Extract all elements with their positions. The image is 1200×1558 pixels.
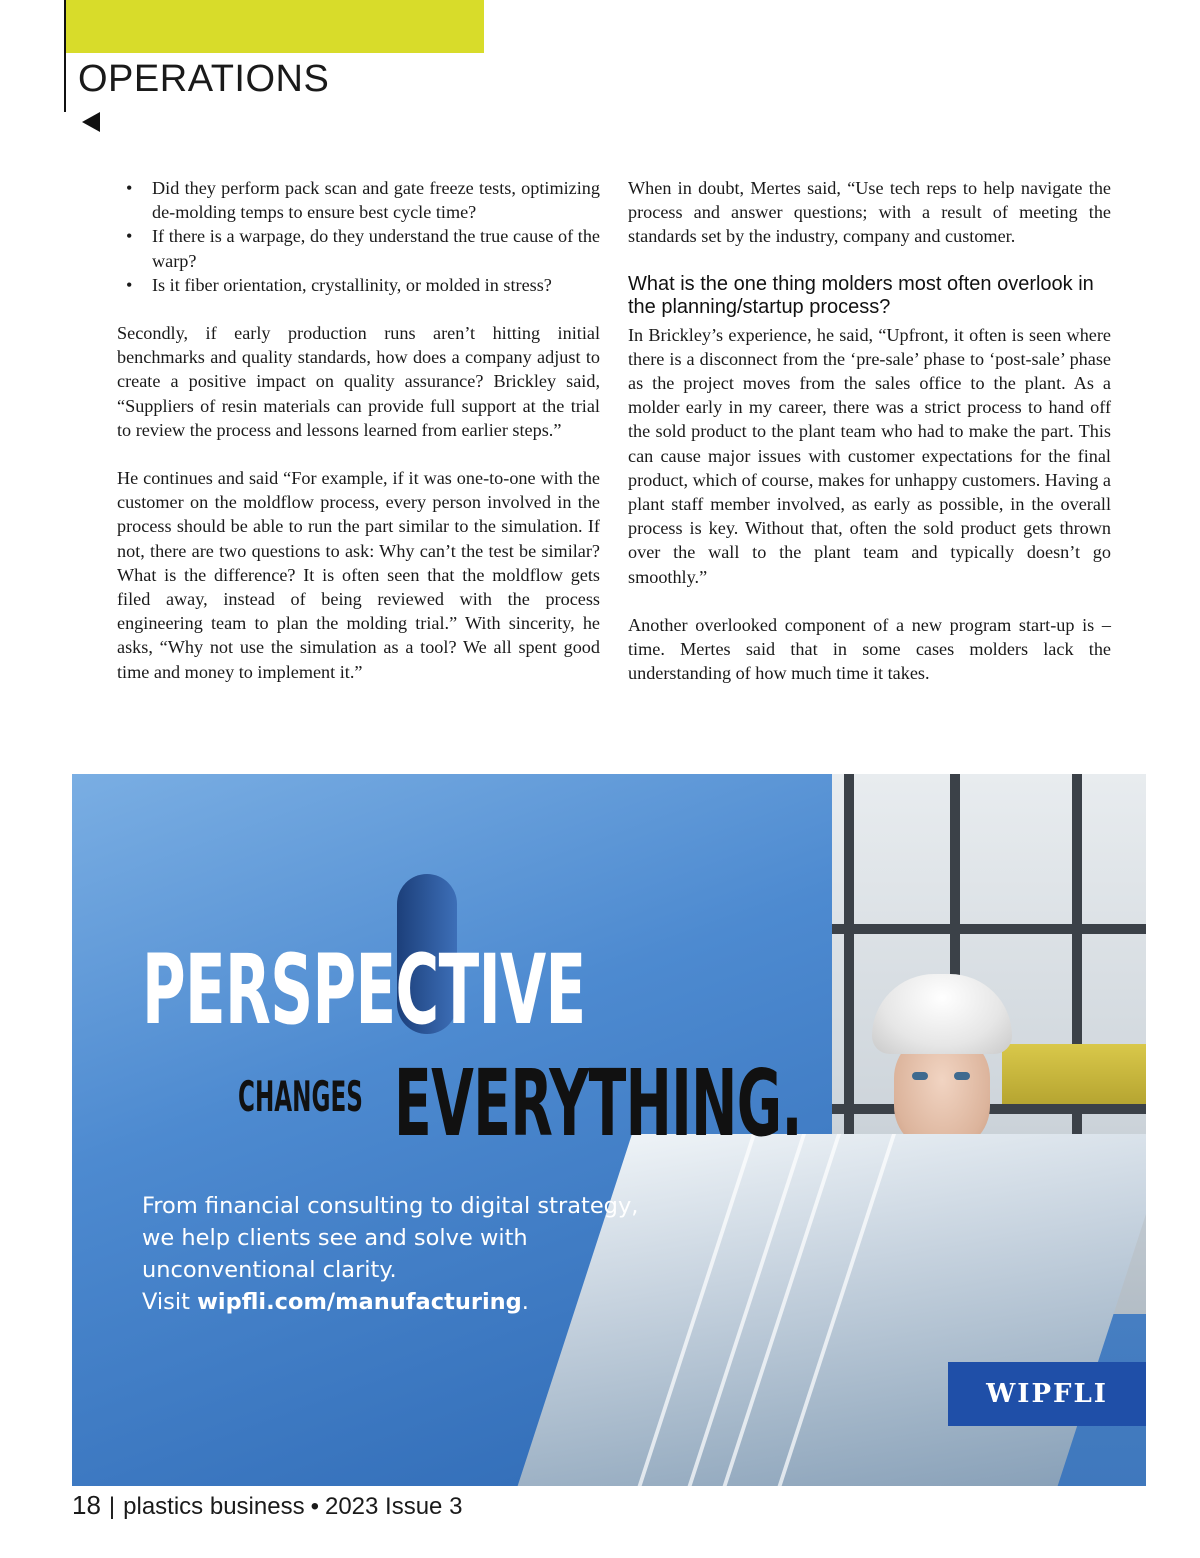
ad-headline-changes: CHANGES: [238, 1072, 363, 1121]
bullet-list: [117, 176, 600, 297]
header-accent-bar: [64, 0, 484, 53]
list-item: • Is it fiber orientation, crystallinity, or molded in stress?: [117, 273, 600, 297]
paragraph: In Brickley’s experience, he said, “Upfront, it often is seen where there is a disconnect from the ‘pre-sale’ phase to ‘post-sale’ phase as the project moves from the sales office to the plant. As a molder early in my career, there was a strict process to hand off the sold product to the plant team who had to make the part. This can cause major issues with customer expectations for the final product, which of course, makes for unhappy customers. Having a plant staff member involved, as early as possible, in the overall process is key. Without that, often the sold product gets thrown over the wall to the plant team and typically doesn’t go smoothly.”: [628, 324, 1111, 587]
hard-hat-icon: [872, 974, 1012, 1054]
left-column: [117, 176, 600, 708]
page-number: 18: [72, 1490, 101, 1520]
page-footer: [72, 1490, 462, 1521]
footer-separator: |: [108, 1493, 116, 1520]
section-title: OPERATIONS: [78, 58, 330, 100]
list-item: • Did they perform pack scan and gate freeze tests, optimizing de-molding temps to ensure best cycle time?: [117, 176, 600, 224]
ad-website-link[interactable]: wipfli.com/manufacturing: [197, 1289, 522, 1315]
ad-visit-suffix: .: [521, 1289, 529, 1315]
paragraph: He continues and said “For example, if it was one-to-one with the customer on the moldflow process, every person involved in the process should be able to run the part similar to the simulation. If not, there are two questions to ask: Why can’t the test be similar? What is the difference? It is often seen that the moldflow gets filed away, instead of being reviewed with the process engineering team to plan the molding trial.” With sincerity, he asks, “Why not use the simulation as a tool? We all spent good time and money to implement it.”: [117, 468, 600, 682]
back-arrow-icon[interactable]: [82, 112, 100, 132]
advertisement[interactable]: [72, 774, 1146, 1486]
right-column: [628, 176, 1111, 709]
ad-body-text: [142, 1190, 662, 1318]
list-item: • If there is a warpage, do they understand the true cause of the warp?: [117, 224, 600, 272]
paragraph: When in doubt, Mertes said, “Use tech reps to help navigate the process and answer questions; with a result of meeting the standards set by the industry, company and customer.: [628, 178, 1111, 247]
section-heading: What is the one thing molders most often overlook in the planning/startup process?: [628, 272, 1094, 318]
publication-name: plastics business: [123, 1493, 305, 1520]
ad-headline-perspective: PERSPECTIVE: [142, 934, 586, 1046]
header-vertical-rule: [64, 0, 66, 112]
footer-bullet: •: [310, 1493, 319, 1520]
ad-body-copy: From financial consulting to digital strategy, we help clients see and solve with unconventional clarity.: [142, 1193, 639, 1283]
ad-visit-prefix: Visit: [142, 1289, 198, 1315]
paragraph: Another overlooked component of a new program start-up is – time. Mertes said that in some cases molders lack the understanding of how much time it takes.: [628, 614, 1111, 684]
wipfli-logo[interactable]: WIPFLI: [948, 1362, 1146, 1426]
ad-headline-everything: EVERYTHING.: [394, 1050, 802, 1157]
yellow-beam-image: [1002, 1044, 1146, 1104]
issue-label: 2023 Issue 3: [324, 1493, 463, 1520]
paragraph: Secondly, if early production runs aren’t hitting initial benchmarks and quality standards, how does a company adjust to create a positive impact on quality assurance? Brickley said, “Suppliers of resin materials can provide full support at the trial to review the process and lessons learned from earlier steps.”: [117, 323, 600, 440]
